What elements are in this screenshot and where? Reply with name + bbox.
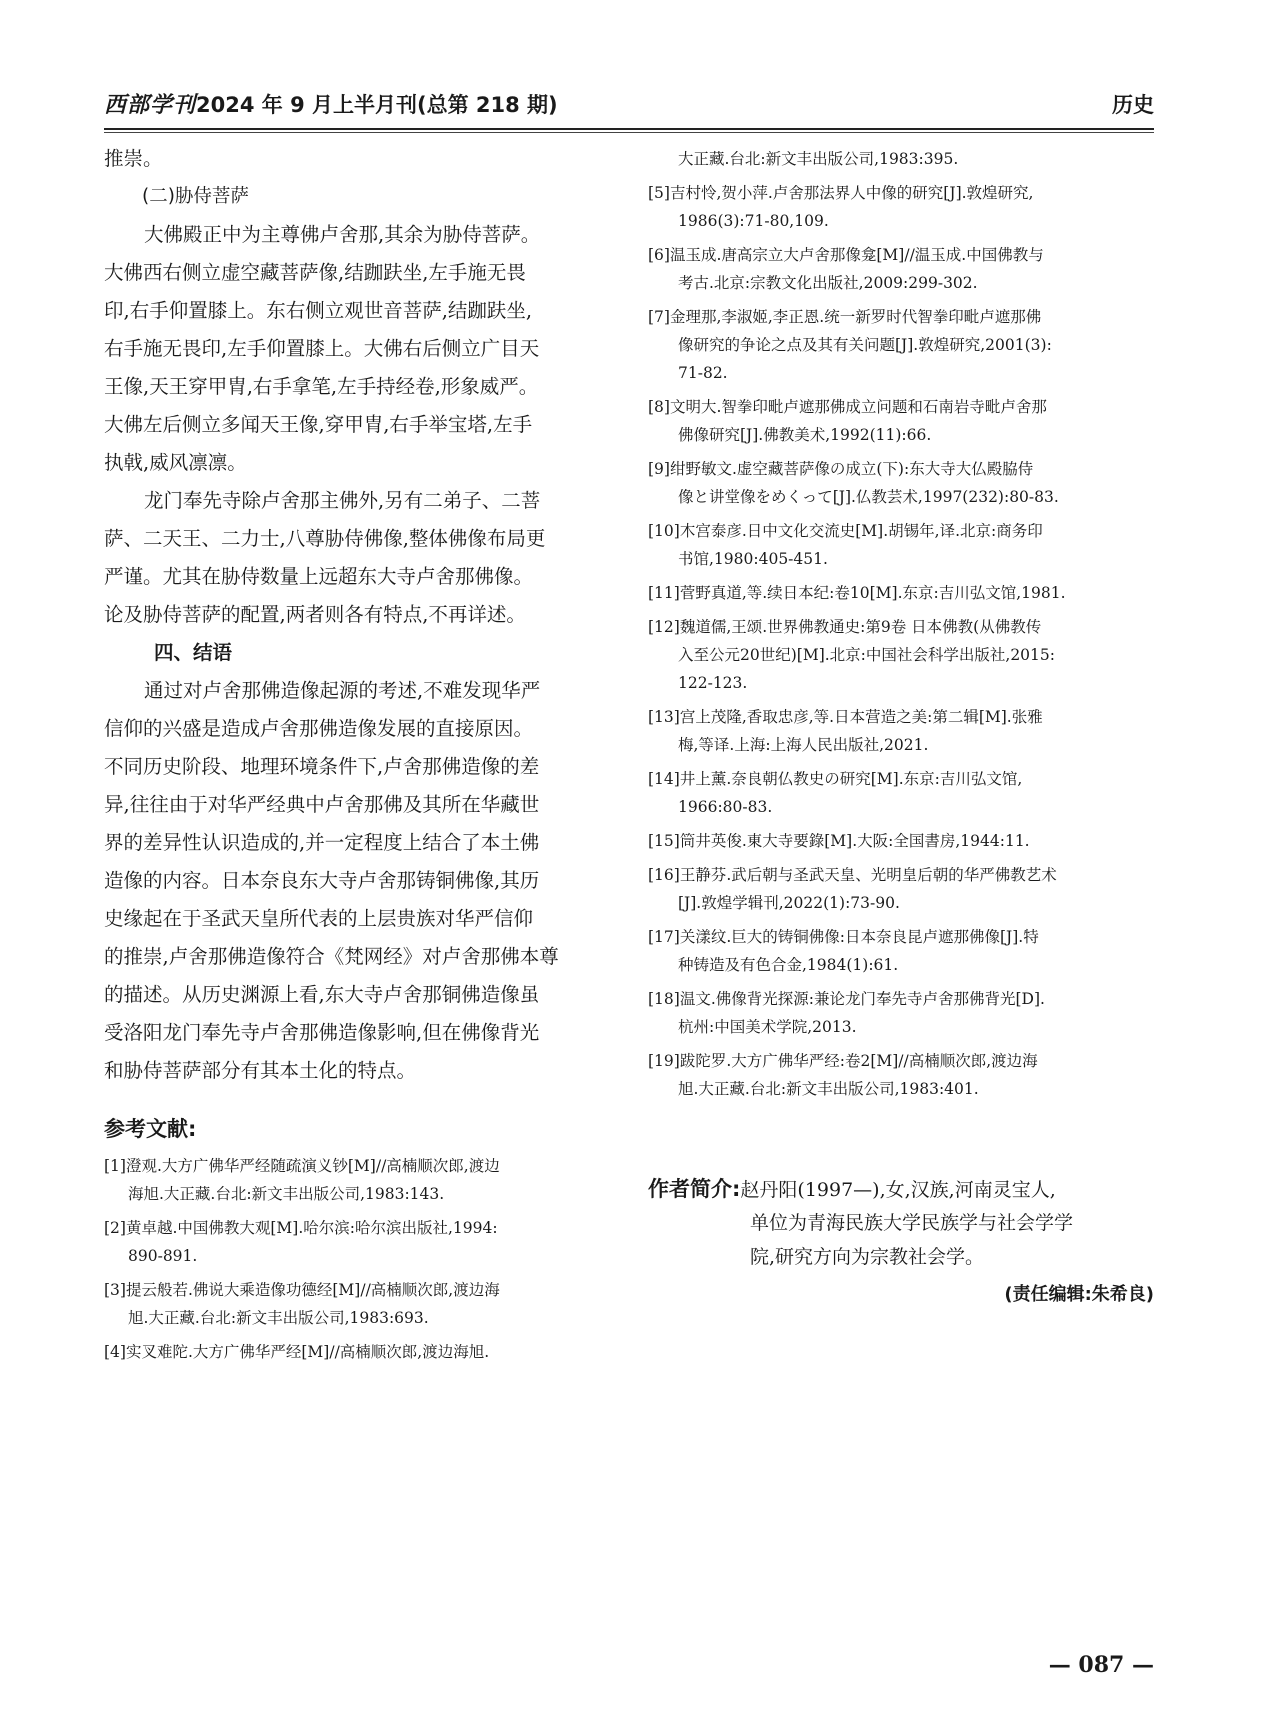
reference-line: [3]提云般若.佛说大乘造像功德经[M]//高楠顺次郎,渡边海 [104,1281,500,1299]
paragraph-line: 受洛阳龙门奉先寺卢舍那佛造像影响,但在佛像背光 [104,1021,540,1044]
reference-line: [4]实叉难陀.大方广佛华严经[M]//高楠顺次郎,渡边海旭. [104,1343,490,1361]
author-text: 赵丹阳(1997—),女,汉族,河南灵宝人, [740,1179,1056,1201]
paragraph-line: 的描述。从历史渊源上看,东大寺卢舍那铜佛造像虽 [104,983,540,1006]
reference-item [648,393,1154,449]
paragraph-line: 右手施无畏印,左手仰置膝上。大佛右后侧立广目天 [104,337,540,360]
reference-line: [7]金理那,李淑姬,李正恩.统一新罗时代智拳印毗卢遮那佛 [648,308,1042,326]
author-line: 单位为青海民族大学民族学与社会学学 [750,1212,1074,1234]
paragraph-line: 大佛左后侧立多闻天王像,穿甲胄,右手举宝塔,左手 [104,413,533,436]
reference-line: 考古.北京:宗教文化出版社,2009:299-302. [678,274,978,292]
paragraph-line: 严谨。尤其在胁侍数量上远超东大寺卢舍那佛像。 [104,565,534,588]
reference-line: [10]木宫泰彦.日中文化交流史[M].胡锡年,译.北京:商务印 [648,522,1043,540]
references-list [648,145,1154,1103]
left-column [104,140,616,1366]
reference-line: [19]跋陀罗.大方广佛华严经:卷2[M]//高楠顺次郎,渡边海 [648,1052,1038,1070]
references-heading: 参考文献: [104,1117,197,1141]
header-divider [104,128,1154,130]
reference-line: 像と讲堂像をめくって[J].仏教芸术,1997(232):80-83. [678,488,1059,506]
reference-line: [6]温玉成.唐高宗立大卢舍那像龛[M]//温玉成.中国佛教与 [648,246,1044,264]
paragraph-line: 论及胁侍菩萨的配置,两者则各有特点,不再详述。 [104,603,526,626]
paragraph [104,482,616,634]
reference-line: 1966:80-83. [678,798,773,816]
reference-line: 大正藏.台北:新文丰出版公司,1983:395. [678,150,959,168]
paragraph-line: 界的差异性认识造成的,并一定程度上结合了本土佛 [104,831,540,854]
reference-item [648,517,1154,573]
reference-item [648,985,1154,1041]
paragraph [104,672,616,1090]
section-label: 历史 [1112,93,1154,117]
paragraph-line: 萨、二天王、二力士,八尊胁侍佛像,整体佛像布局更 [104,527,546,550]
paragraph-line: 不同历史阶段、地理环境条件下,卢舍那佛造像的差 [104,755,540,778]
reference-item [104,1338,616,1366]
section-heading: 四、结语 [154,641,233,664]
paragraph-line: 和胁侍菩萨部分有其本土化的特点。 [104,1059,417,1082]
reference-line: 种铸造及有色合金,1984(1):61. [678,956,899,974]
subsection-heading: (二)胁侍菩萨 [142,186,249,207]
responsible-editor: (责任编辑:朱希良) [1004,1284,1154,1305]
reference-item [648,861,1154,917]
reference-item [104,1152,616,1208]
paragraph-line: 印,右手仰置膝上。东右侧立观世音菩萨,结跏趺坐, [104,299,533,322]
paragraph-line: 大佛殿正中为主尊佛卢舍那,其余为胁侍菩萨。 [144,223,541,246]
paragraph-line: 造像的内容。日本奈良东大寺卢舍那铸铜佛像,其历 [104,869,540,892]
reference-item [104,1276,616,1332]
reference-line: [18]温文.佛像背光探源:兼论龙门奉先寺卢舍那佛背光[D]. [648,990,1045,1008]
header-divider-thin [104,132,1154,133]
author-bio [648,1172,1154,1312]
reference-line: [16]王静芬.武后朝与圣武天皇、光明皇后朝的华严佛教艺术 [648,866,1057,884]
page-number: — 087 — [1048,1652,1154,1678]
reference-line: [14]井上薰.奈良朝仏教史の研究[M].东京:吉川弘文馆, [648,770,1023,788]
reference-line: 入至公元20世纪)[M].北京:中国社会科学出版社,2015: [678,646,1055,664]
right-column [648,145,1154,1103]
reference-line: 122-123. [678,674,748,692]
reference-item [104,1214,616,1270]
author-label: 作者简介: [648,1177,741,1201]
reference-line: [11]菅野真道,等.续日本纪:卷10[M].东京:吉川弘文馆,1981. [648,584,1066,602]
references-list [104,1152,616,1366]
reference-line: 890-891. [128,1247,198,1265]
reference-line: [9]绀野敏文.虚空藏菩萨像の成立(下):东大寺大仏殿脇侍 [648,460,1034,478]
reference-item [648,1047,1154,1103]
issue-info: 2024 年 9 月上半月刊(总第 218 期) [196,93,558,117]
paragraph-line: 异,往往由于对华严经典中卢舍那佛及其所在华藏世 [104,793,540,816]
paragraph-line: 龙门奉先寺除卢舍那主佛外,另有二弟子、二菩 [144,489,541,512]
journal-logo: 西部学刊 [104,92,197,118]
reference-line: [2]黄卓越.中国佛教大观[M].哈尔滨:哈尔滨出版社,1994: [104,1219,498,1237]
reference-line: [15]筒井英俊.東大寺要錄[M].大阪:全国書房,1944:11. [648,832,1030,850]
reference-item [648,765,1154,821]
reference-line: 佛像研究[J].佛教美术,1992(11):66. [678,426,932,444]
reference-line: 像研究的争论之点及其有关问题[J].敦煌研究,2001(3): [678,336,1052,354]
reference-item [648,241,1154,297]
reference-item [648,613,1154,697]
reference-item [648,923,1154,979]
reference-line: 梅,等译.上海:上海人民出版社,2021. [678,736,929,754]
paragraph-line: 史缘起在于圣武天皇所代表的上层贵族对华严信仰 [104,907,534,930]
paragraph-line: 推崇。 [104,147,163,170]
reference-line: 杭州:中国美术学院,2013. [678,1018,857,1036]
reference-line: 旭.大正藏.台北:新文丰出版公司,1983:693. [128,1309,429,1327]
reference-line: 海旭.大正藏.台北:新文丰出版公司,1983:143. [128,1185,445,1203]
reference-item [648,827,1154,855]
journal-issue [104,90,558,120]
reference-line: 71-82. [678,364,728,382]
reference-item [648,303,1154,387]
reference-item [648,579,1154,607]
paragraph-line: 通过对卢舍那佛造像起源的考述,不难发现华严 [144,679,541,702]
author-line [648,1172,1154,1206]
reference-line: 书馆,1980:405-451. [678,550,828,568]
reference-item [648,455,1154,511]
paragraph-line: 执戟,威风凛凛。 [104,451,247,474]
reference-line: [12]魏道儒,王颂.世界佛教通史:第9卷 日本佛教(从佛教传 [648,618,1042,636]
reference-line: [13]宫上茂隆,香取忠彦,等.日本营造之美:第二辑[M].张雅 [648,708,1043,726]
paragraph-line: 王像,天王穿甲胄,右手拿笔,左手持经卷,形象威严。 [104,375,539,398]
reference-line: 1986(3):71-80,109. [678,212,829,230]
reference-item [648,703,1154,759]
reference-line: [17]关漾纹.巨大的铸铜佛像:日本奈良昆卢遮那佛像[J].特 [648,928,1039,946]
reference-line: [8]文明大.智拳印毗卢遮那佛成立问题和石南岩寺毗卢舍那 [648,398,1047,416]
paragraph-line: 的推崇,卢舍那佛造像符合《梵网经》对卢舍那佛本尊 [104,945,559,968]
reference-line: [J].敦煌学辑刊,2022(1):73-90. [678,894,900,912]
reference-item [648,145,1154,173]
paragraph-line: 大佛西右侧立虚空藏菩萨像,结跏趺坐,左手施无畏 [104,261,526,284]
author-line: 院,研究方向为宗教社会学。 [750,1246,985,1268]
paragraph [104,216,616,482]
paragraph-line: 信仰的兴盛是造成卢舍那佛造像发展的直接原因。 [104,717,534,740]
reference-line: [5]吉村怜,贺小萍.卢舍那法界人中像的研究[J].敦煌研究, [648,184,1034,202]
page-header [104,90,1154,126]
reference-line: 旭.大正藏.台北:新文丰出版公司,1983:401. [678,1080,979,1098]
reference-item [648,179,1154,235]
reference-line: [1]澄观.大方广佛华严经随疏演义钞[M]//高楠顺次郎,渡边 [104,1157,500,1175]
